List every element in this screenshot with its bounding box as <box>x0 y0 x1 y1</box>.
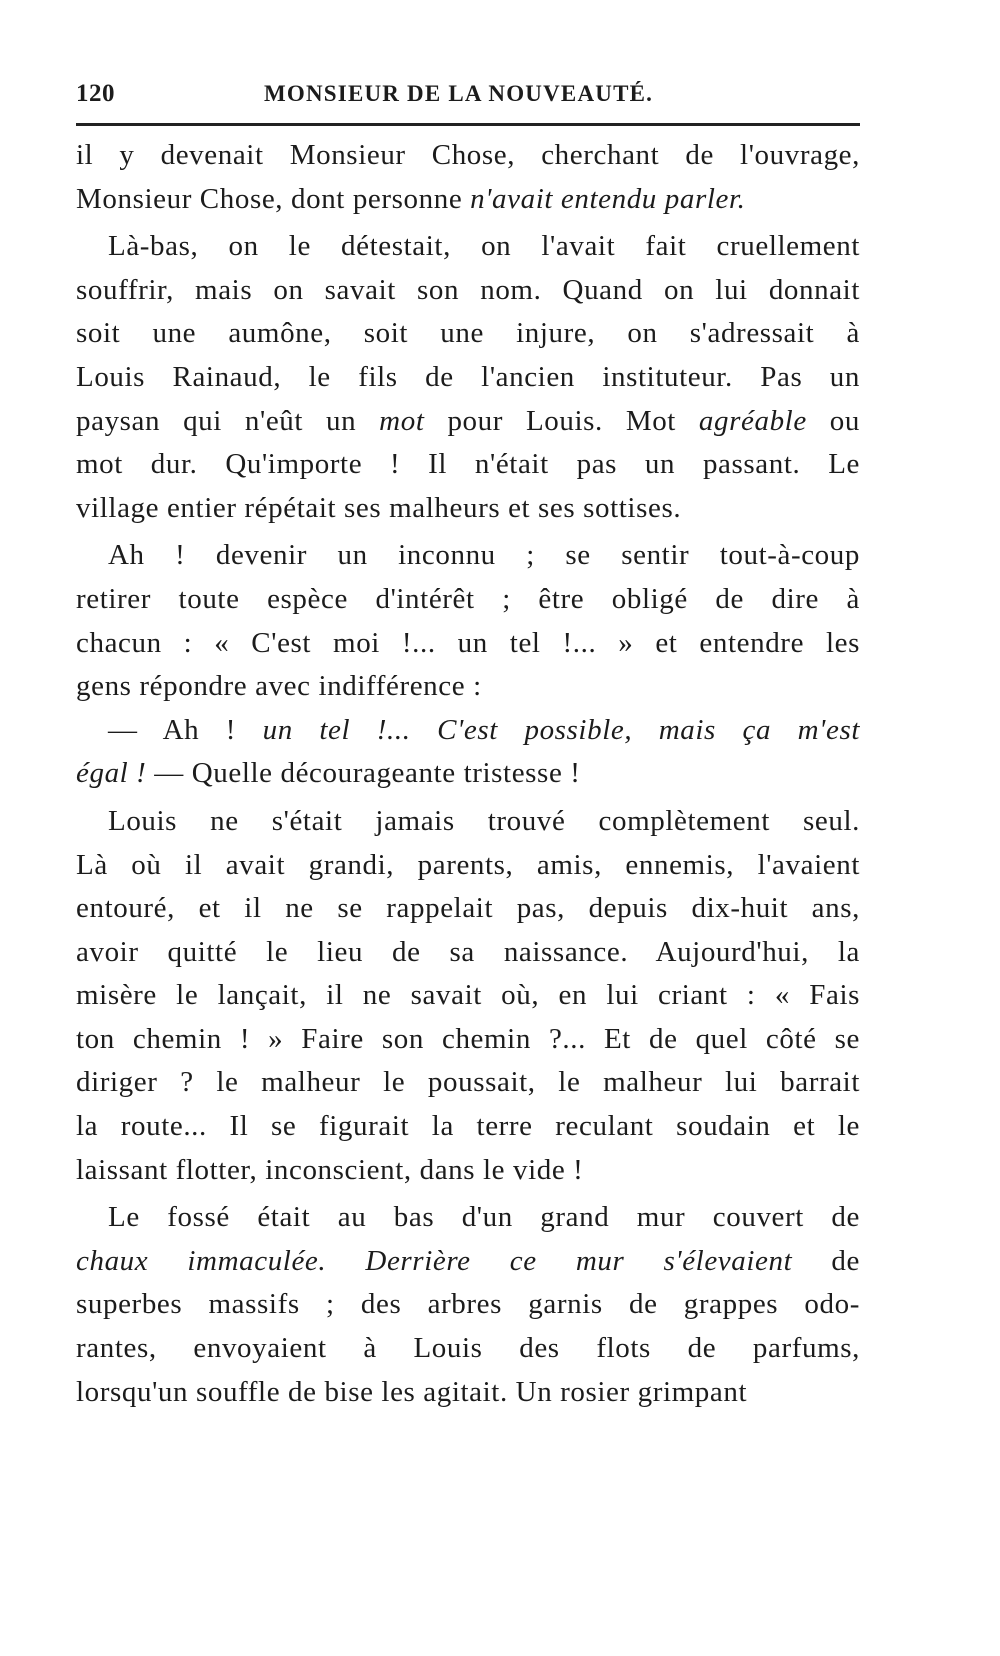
text-run: pour Louis. Mot <box>424 404 699 437</box>
text-run: Ah ! devenir un inconnu ; se sentir tout-à-coup <box>108 539 860 572</box>
text-line <box>76 974 860 1018</box>
text-line <box>76 312 860 356</box>
text-run: lorsqu'un souffle de bise les agitait. Un rosier grimpant <box>76 1375 748 1408</box>
text-run: la route... Il se figurait la terre reculant soudain et le <box>76 1110 860 1143</box>
text-line <box>76 1283 860 1327</box>
text-line <box>76 622 860 666</box>
text-run: gens répondre avec indifférence : <box>76 670 482 703</box>
text-line <box>76 178 860 222</box>
text-run: Là où il avait grandi, parents, amis, ennemis, l'avaient <box>76 848 860 881</box>
italic-text: un tel !... C'est possible, mais ça m'est <box>262 713 861 746</box>
text-run: Louis ne s'était jamais trouvé complètement seul. <box>108 804 860 837</box>
text-line <box>76 400 860 444</box>
text-line <box>76 709 860 753</box>
text-run: — Quelle décourageante tristesse ! <box>146 757 581 790</box>
text-run: paysan qui n'eût un <box>76 404 380 437</box>
running-title: MONSIEUR DE LA NOUVEAUTÉ. <box>264 81 654 106</box>
text-line <box>76 1196 860 1240</box>
text-run: entouré, et il ne se rappelait pas, depuis dix-huit ans, <box>76 892 860 925</box>
text-line <box>76 534 860 578</box>
text-run: rantes, envoyaient à Louis des flots de parfums, <box>76 1332 860 1365</box>
text-line <box>76 844 860 888</box>
text-run: avoir quitté le lieu de sa naissance. Aujourd'hui, la <box>76 935 860 968</box>
text-run: Monsieur Chose, dont personne <box>76 182 471 215</box>
text-line <box>76 1240 860 1284</box>
text-line <box>76 269 860 313</box>
text-line <box>76 1371 860 1415</box>
text-line <box>76 134 860 178</box>
text-run: ton chemin ! » Faire son chemin ?... Et de quel côté se <box>76 1022 860 1055</box>
italic-text: mot <box>379 404 425 437</box>
text-line <box>76 800 860 844</box>
text-line <box>76 752 860 796</box>
text-run: ou <box>806 404 860 437</box>
italic-text: n'avait entendu parler. <box>470 182 746 215</box>
text-run: Là-bas, on le détestait, on l'avait fait cruellement <box>108 230 860 263</box>
text-run: mot dur. Qu'importe ! Il n'était pas un passant. Le <box>76 448 860 481</box>
body-text <box>76 134 860 1414</box>
text-run: Louis Rainaud, le fils de l'ancien instituteur. Pas un <box>76 360 860 393</box>
italic-text: agréable <box>698 404 807 437</box>
italic-text: chaux immaculée. Derrière ce mur s'élevaient <box>76 1244 793 1277</box>
text-line <box>76 1105 860 1149</box>
text-run: chacun : « C'est moi !... un tel !... » et entendre les <box>76 626 860 659</box>
text-run: laissant flotter, inconscient, dans le vide ! <box>76 1153 584 1186</box>
text-line <box>76 1018 860 1062</box>
text-line <box>76 1149 860 1193</box>
text-run: village entier répétait ses malheurs et ses sottises. <box>76 491 682 524</box>
text-line <box>76 887 860 931</box>
italic-text: égal ! <box>76 757 147 790</box>
text-line <box>76 487 860 531</box>
text-line <box>76 578 860 622</box>
text-line <box>76 1327 860 1371</box>
page-number: 120 <box>76 80 115 107</box>
text-run: retirer toute espèce d'intérêt ; être obligé de dire à <box>76 582 860 615</box>
text-line <box>76 443 860 487</box>
text-run: diriger ? le malheur le poussait, le malheur lui barrait <box>76 1066 860 1099</box>
text-run: soit une aumône, soit une injure, on s'adressait à <box>76 317 860 350</box>
header-rule <box>76 123 860 126</box>
text-line <box>76 356 860 400</box>
text-run: Le fossé était au bas d'un grand mur couvert de <box>108 1201 860 1234</box>
text-run: il y devenait Monsieur Chose, cherchant de l'ouvrage, <box>76 139 860 171</box>
text-line <box>76 225 860 269</box>
text-line <box>76 665 860 709</box>
text-run: superbes massifs ; des arbres garnis de grappes odo- <box>76 1288 860 1321</box>
text-line <box>76 1061 860 1105</box>
text-run: de <box>792 1244 861 1277</box>
text-line <box>76 931 860 975</box>
text-run: souffrir, mais on savait son nom. Quand on lui donnait <box>76 273 860 306</box>
text-run: misère le lançait, il ne savait où, en lui criant : « Fais <box>76 979 860 1012</box>
running-head <box>76 80 860 110</box>
text-run: — Ah ! <box>108 713 263 746</box>
